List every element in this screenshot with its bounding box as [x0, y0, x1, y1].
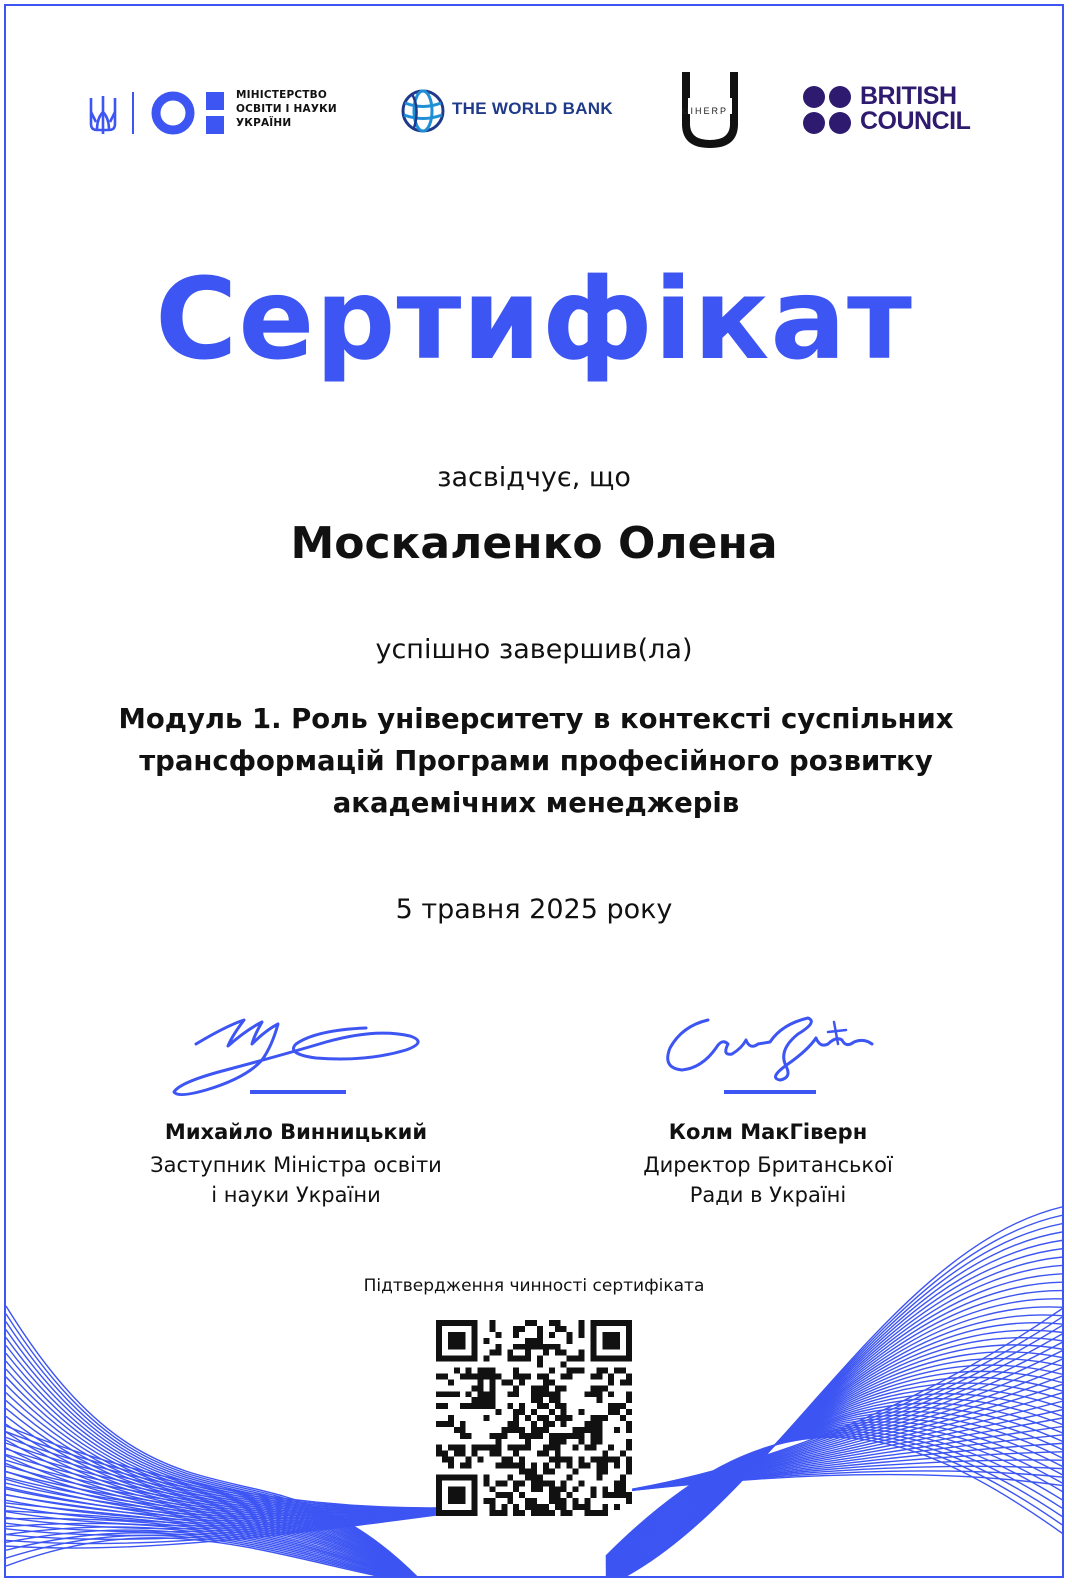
trident-icon	[88, 94, 118, 136]
certificate-frame	[4, 4, 1064, 1578]
signature-2-image	[658, 1004, 888, 1088]
signatory-1-name: Михайло Винницький	[164, 1120, 428, 1144]
recipient-name: Москаленко Олена	[290, 518, 778, 569]
verification-label: Підтвердження чинності сертифіката	[363, 1276, 705, 1296]
qr-code[interactable]	[436, 1320, 632, 1516]
world-bank-globe-icon	[400, 88, 446, 134]
completed-text: успішно завершив(ла)	[375, 634, 693, 665]
uiherp-logo-text: UIHERP	[682, 106, 729, 116]
logo-divider	[132, 92, 134, 134]
signature-1-image	[166, 1006, 426, 1102]
issue-date: 5 травня 2025 року	[395, 894, 673, 925]
signature-2-line	[724, 1090, 816, 1094]
british-council-dots-icon	[802, 85, 852, 135]
british-council-logo-text: BRITISH COUNCIL	[860, 82, 971, 135]
signature-1-line	[250, 1090, 346, 1094]
certificate-title: Сертифікат	[155, 255, 913, 385]
partner-logos	[6, 70, 1062, 152]
qr-modules	[436, 1320, 632, 1516]
signatory-2-role: Директор Британської Ради в Україні	[643, 1153, 893, 1207]
certifies-text: засвідчує, що	[437, 462, 631, 493]
signatory-1-role: Заступник Міністра освіти і науки України	[150, 1153, 442, 1207]
ministry-logo-text: МІНІСТЕРСТВО ОСВІТИ І НАУКИ УКРАЇНИ	[236, 89, 337, 129]
signatory-2-name: Колм МакГіверн	[668, 1120, 868, 1144]
ministry-logo-icon	[150, 90, 226, 136]
world-bank-logo-text: THE WORLD BANK	[452, 99, 613, 118]
course-title: Модуль 1. Роль університету в контексті суспільних трансформацій Програми професійного розвитку академічних менеджерів	[118, 703, 954, 819]
